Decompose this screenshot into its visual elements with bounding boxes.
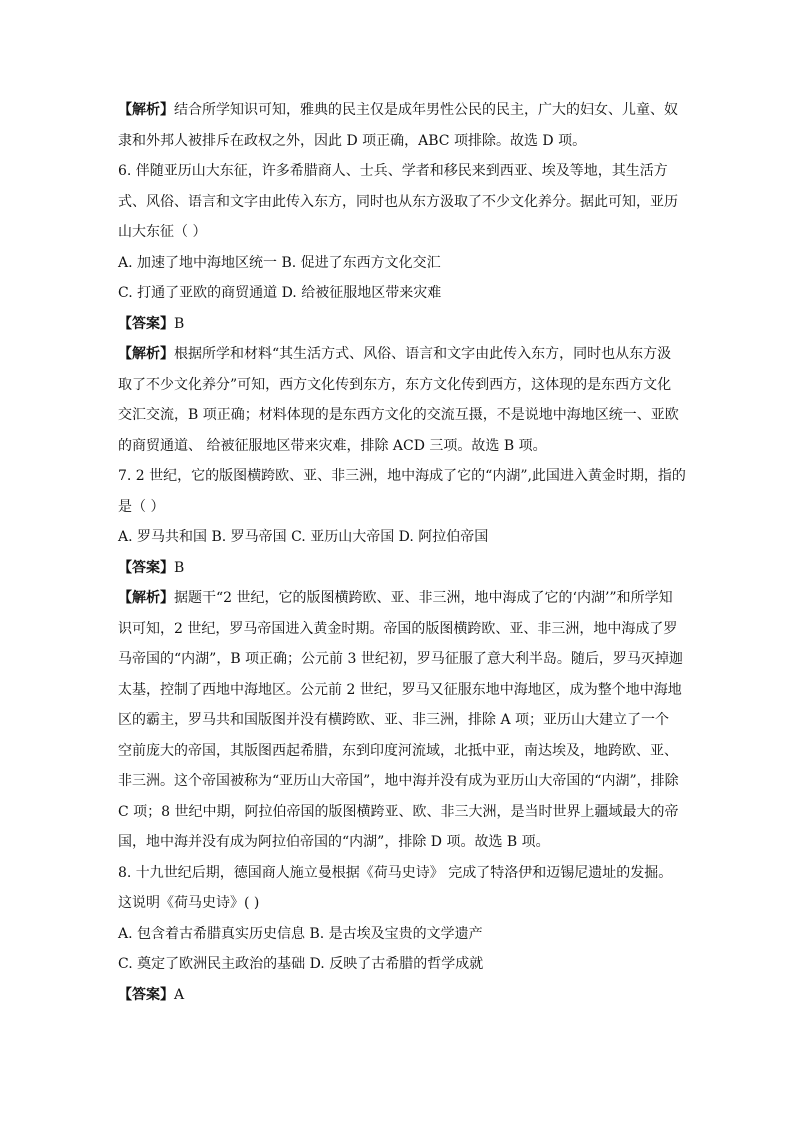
q7-analysis: [118, 588, 688, 852]
text-line: [118, 680, 688, 700]
text-line: [118, 619, 688, 639]
q8-stem: [118, 863, 688, 914]
line-text: B: [174, 559, 185, 576]
text-line: [118, 314, 688, 334]
text-line: [118, 375, 688, 395]
text-line: [118, 192, 688, 212]
line-text: 这说明《荷马史诗》( ): [118, 895, 260, 911]
line-text: 据题干“2 世纪，它的版图横跨欧、亚、非三洲，地中海成了它的‘内湖’”和所学知: [174, 590, 673, 606]
line-text: 隶和外邦人被排斥在政权之外，因此 D 项正确，ABC 项排除。故选 D 项。: [118, 132, 587, 149]
text-line: [118, 649, 688, 669]
section-tag: 【解析】: [118, 346, 174, 362]
line-text: C. 奠定了欧洲民主政治的基础 D. 反映了古希腊的哲学成就: [118, 956, 484, 972]
text-line: [118, 436, 688, 456]
section-tag: 【答案】: [118, 986, 174, 1003]
line-text: 太基，控制了西地中海地区。公元前 2 世纪，罗马又征服东地中海地区，成为整个地中海地: [118, 681, 682, 698]
q6-options: [118, 253, 688, 304]
text-line: [118, 893, 688, 913]
section-tag: 【答案】: [118, 559, 174, 576]
text-line: [118, 344, 688, 364]
line-text: 非三洲。这个帝国被称为“亚历山大帝国”，地中海并没有成为亚历山大帝国的“内湖”，排除: [118, 773, 679, 789]
text-line: [118, 527, 688, 547]
line-text: 区的霸主，罗马共和国版图并没有横跨欧、亚、非三洲，排除 A 项；亚历山大建立了一个: [118, 712, 670, 728]
line-text: 8. 十九世纪后期，德国商人施立曼根据《荷马史诗》 完成了特洛伊和迈锡尼遗址的发掘。: [118, 864, 673, 881]
line-text: 式、风俗、语言和文字由此传入东方，同时也从东方汲取了不少文化养分。据此可知，亚历: [118, 193, 678, 210]
text-line: [118, 802, 688, 822]
line-text: C. 打通了亚欧的商贸通道 D. 给被征服地区带来灾难: [118, 285, 442, 301]
line-text: B: [174, 315, 185, 332]
text-line: [118, 924, 688, 944]
line-text: 山大东征（ ）: [118, 224, 207, 240]
section-tag: 【解析】: [118, 590, 174, 606]
line-text: 是（ ）: [118, 498, 165, 515]
line-text: 根据所学和材料“其生活方式、风俗、语言和文字由此传入东方，同时也从东方汲: [174, 346, 672, 362]
text-line: [118, 771, 688, 791]
q8-options: [118, 924, 688, 975]
line-text: 的商贸通道、 给被征服地区带来灾难，排除 ACD 三项。故选 B 项。: [118, 437, 547, 454]
text-line: [118, 588, 688, 608]
text-line: [118, 863, 688, 883]
section-tag: 【解析】: [118, 102, 174, 118]
line-text: 国，地中海并没有成为阿拉伯帝国的“内湖”，排除 D 项。故选 B 项。: [118, 834, 550, 850]
text-line: [118, 283, 688, 303]
line-text: 交汇交流，B 项正确；材料体现的是东西方文化的交流互摄，不是说地中海地区统一、亚欧: [118, 407, 679, 423]
section-tag: 【答案】: [118, 315, 174, 332]
line-text: 结合所学知识可知，雅典的民主仅是成年男性公民的民主，广大的妇女、儿童、奴: [174, 102, 678, 118]
q5-analysis: [118, 100, 688, 151]
q7-stem: [118, 466, 688, 517]
text-line: [118, 497, 688, 517]
line-text: 空前庞大的帝国，其版图西起希腊，东到印度河流域，北抵中亚，南达埃及，地跨欧、亚、: [118, 742, 678, 759]
line-text: 7. 2 世纪，它的版图横跨欧、亚、非三洲，地中海成了它的“内湖”,此国进入黄金时期，指的: [118, 468, 686, 484]
text-line: [118, 710, 688, 730]
line-text: A: [174, 986, 185, 1003]
q6-stem: [118, 161, 688, 242]
q6-analysis: [118, 344, 688, 456]
line-text: A. 罗马共和国 B. 罗马帝国 C. 亚历山大帝国 D. 阿拉伯帝国: [118, 529, 489, 545]
q6-answer: [118, 314, 688, 334]
line-text: 识可知，2 世纪，罗马帝国进入黄金时期。帝国的版图横跨欧、亚、非三洲，地中海成了罗: [118, 620, 678, 637]
text-line: [118, 100, 688, 120]
text-line: [118, 161, 688, 181]
line-text: A. 包含着古希腊真实历史信息 B. 是古埃及宝贵的文学遗产: [118, 925, 483, 942]
text-line: [118, 832, 688, 852]
q7-options: [118, 527, 688, 547]
text-line: [118, 741, 688, 761]
text-line: [118, 405, 688, 425]
text-line: [118, 954, 688, 974]
text-line: [118, 253, 688, 273]
document-page: [118, 100, 688, 1015]
line-text: 马帝国的“内湖”，B 项正确；公元前 3 世纪初，罗马征服了意大利半岛。随后，罗马灭掉迦: [118, 651, 683, 667]
text-line: [118, 131, 688, 151]
text-line: [118, 222, 688, 242]
line-text: A. 加速了地中海地区统一 B. 促进了东西方文化交汇: [118, 254, 441, 271]
q8-answer: [118, 985, 688, 1005]
text-line: [118, 466, 688, 486]
line-text: C 项；8 世纪中期，阿拉伯帝国的版图横跨亚、欧、非三大洲，是当时世界上疆域最大的帝: [118, 803, 679, 820]
line-text: 取了不少文化养分”可知，西方文化传到东方，东方文化传到西方，这体现的是东西方文化: [118, 376, 672, 393]
text-line: [118, 985, 688, 1005]
text-line: [118, 558, 688, 578]
line-text: 6. 伴随亚历山大东征，许多希腊商人、士兵、学者和移民来到西亚、埃及等地，其生活方: [118, 163, 668, 179]
q7-answer: [118, 558, 688, 578]
